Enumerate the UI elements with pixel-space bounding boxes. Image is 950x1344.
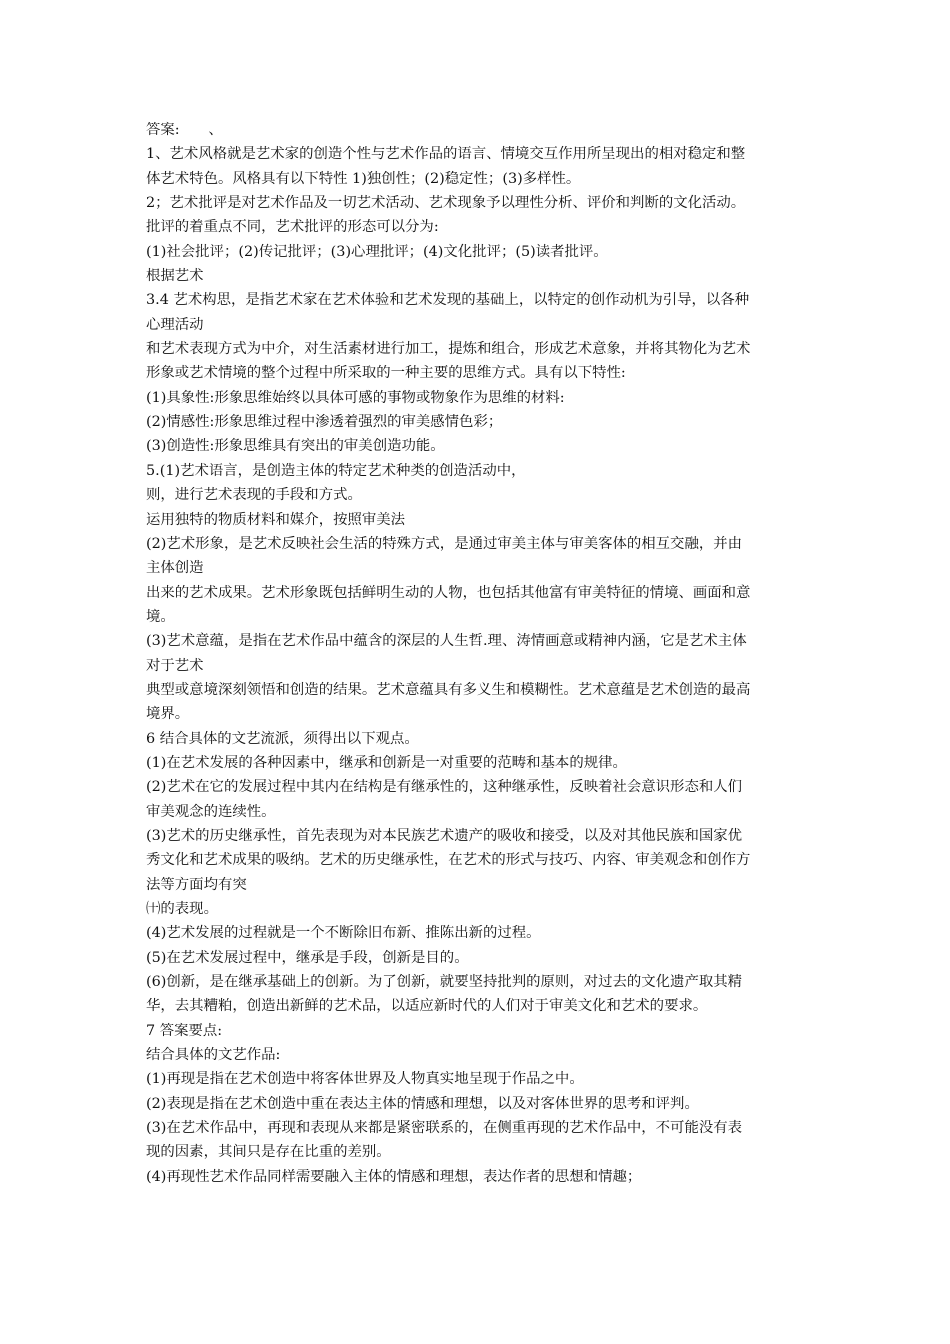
document-body (146, 118, 810, 1189)
document-text-line: (2)表现是指在艺术创造中重在表达主体的情感和理想，以及对客体世界的思考和评判。 (146, 1095, 699, 1112)
document-text-line: (2)艺术在它的发展过程中其内在结构是有继承性的，这种继承性，反映着社会意识形态和人们 (146, 779, 743, 796)
document-text-line: 境界。 (146, 706, 190, 723)
document-text-line: (2)情感性:形象思维过程中渗透着强烈的审美感情色彩； (146, 414, 503, 431)
document-text-line: 境。 (146, 608, 175, 625)
document-text-line: 根据艺术 (146, 268, 204, 285)
document-text-line: 运用独特的物质材料和媒介，按照审美法 (146, 511, 406, 528)
document-text-line: (2)艺术形象，是艺术反映社会生活的特殊方式，是通过审美主体与审美客体的相互交融，并由 (146, 535, 743, 552)
document-text-line: (5)在艺术发展过程中，继承是手段，创新是目的。 (146, 949, 469, 966)
document-text-line: (1)具象性:形象思维始终以具体可感的事物或物象作为思维的材料: (146, 389, 565, 406)
document-text-line: 秀文化和艺术成果的吸纳。艺术的历史继承性，在艺术的形式与技巧、内容、审美观念和创作方 (146, 852, 751, 869)
document-text-line: 典型或意境深刻领悟和创造的结果。艺术意蕴具有多义生和模糊性。艺术意蕴是艺术创造的最高 (146, 681, 751, 698)
document-text-line: 现的因素，其间只是存在比重的差别。 (146, 1144, 391, 1161)
document-text-line: (1)再现是指在艺术创造中将客体世界及人物真实地呈现于作品之中。 (146, 1071, 584, 1088)
document-text-line: (3)艺术意蕴，是指在艺术作品中蕴含的深层的人生哲.理、涛情画意或精神内涵，它是艺术主体 (146, 633, 747, 650)
document-text-line: (6)创新，是在继承基础上的创新。为了创新，就要坚持批判的原则，对过去的文化遗产取其精 (146, 974, 743, 991)
document-text-line: 出来的艺术成果。艺术形象既包括鲜明生动的人物，也包括其他富有审美特征的情境、画面和意 (146, 584, 751, 601)
document-text-line: (3)创造性:形象思维具有突出的审美创造功能。 (146, 438, 445, 455)
document-text-line: 批评的着重点不同，艺术批评的形态可以分为: (146, 219, 439, 236)
document-text-line: 6 结合具体的文艺流派，须得出以下观点。 (146, 730, 419, 747)
document-text-line: (1)在艺术发展的各种因素中，继承和创新是一对重要的范畴和基本的规律。 (146, 754, 627, 771)
document-text-line: (3)在艺术作品中，再现和表现从来都是紧密联系的，在侧重再现的艺术作品中，不可能没有表 (146, 1120, 743, 1137)
document-text-line: 答案: 、 (146, 122, 223, 138)
document-text-line: 3.4 艺术构思，是指艺术家在艺术体验和艺术发现的基础上，以特定的创作动机为引导，以各种 (146, 292, 750, 309)
document-text-line: (4)艺术发展的过程就是一个不断除旧布新、推陈出新的过程。 (146, 925, 541, 942)
document-text-line: 主体创造 (146, 560, 204, 577)
document-text-line: (1)社会批评；(2)传记批评；(3)心理批评；(4)文化批评；(5)读者批评。 (146, 243, 608, 260)
document-text-line: 5.(1)艺术语言，是创造主体的特定艺术种类的创造活动中， (146, 462, 526, 479)
document-text-line: 形象或艺术情境的整个过程中所采取的一种主要的思维方式。具有以下特性: (146, 365, 626, 382)
document-text-line: 2；艺术批评是对艺术作品及一切艺术活动、艺术现象予以理性分析、评价和判断的文化活动。 (146, 195, 746, 212)
document-text-line: 审美观念的连续性。 (146, 803, 276, 820)
document-text-line: 华，去其糟粕，创造出新鲜的艺术品，以适应新时代的人们对于审美文化和艺术的要求。 (146, 998, 708, 1015)
document-text-line: (3)艺术的历史继承性，首先表现为对本民族艺术遗产的吸收和接受，以及对其他民族和国家优 (146, 827, 743, 844)
document-text-line: 7 答案要点: (146, 1022, 223, 1039)
document-text-line: 和艺术表现方式为中介，对生活素材进行加工，提炼和组合，形成艺术意象，并将其物化为艺术 (146, 341, 751, 358)
document-text-line: 法等方面均有突 (146, 876, 247, 893)
document-text-line: 体艺术特色。风格具有以下特性 1)独创性；(2)稳定性；(3)多样性。 (146, 170, 581, 187)
document-text-line: 则，进行艺术表现的手段和方式。 (146, 487, 362, 504)
document-text-line: 心理活动 (146, 316, 204, 333)
document-text-line: 结合具体的文艺作品: (146, 1047, 281, 1064)
document-text-line: 对于艺术 (146, 657, 204, 674)
document-text-line: (4)再现性艺术作品同样需要融入主体的情感和理想，表达作者的思想和情趣； (146, 1168, 642, 1185)
document-text-line: 1、艺术风格就是艺术家的创造个性与艺术作品的语言、情境交互作用所呈现出的相对稳定和整 (146, 146, 746, 163)
document-text-line: ㈩的表现。 (146, 901, 218, 917)
